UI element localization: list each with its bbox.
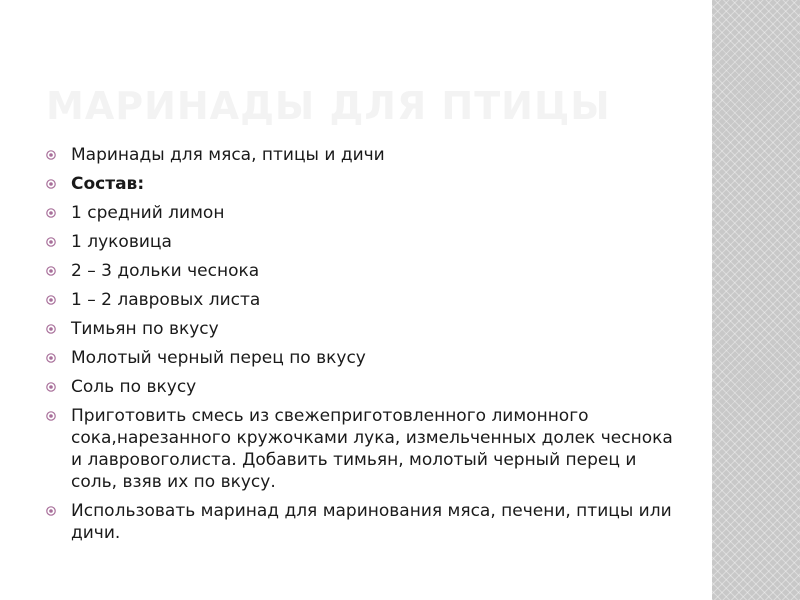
list-item — [46, 500, 686, 544]
list-item-text: Молотый черный перец по вкусу — [71, 348, 366, 368]
list-item-text: 1 луковица — [71, 232, 172, 252]
bullet-icon — [46, 150, 56, 160]
bullet-icon — [46, 411, 56, 421]
list-item-text: Использовать маринад для маринования мяса, печени, птицы или дичи. — [71, 501, 672, 543]
list-item — [46, 144, 686, 166]
bullet-icon — [46, 208, 56, 218]
list-item — [46, 376, 686, 398]
bullet-icon — [46, 179, 56, 189]
list-item — [46, 173, 686, 195]
list-item-text: Приготовить смесь из свежеприготовленного лимонного сока,нарезанного кружочками лука, измельченных долек чеснока и лавровоголиста. Добавить тимьян, молотый черный перец и соль, взяв их по вкусу. — [71, 406, 673, 492]
slide-title: МАРИНАДЫ ДЛЯ ПТИЦЫ — [46, 84, 611, 128]
bullet-icon — [46, 295, 56, 305]
bullet-icon — [46, 324, 56, 334]
list-item — [46, 318, 686, 340]
bullet-icon — [46, 506, 56, 516]
list-item-text: 2 – 3 дольки чеснока — [71, 261, 260, 281]
list-item — [46, 289, 686, 311]
bullet-list — [46, 144, 686, 551]
list-item-text: Состав: — [71, 174, 145, 194]
list-item-text: Соль по вкусу — [71, 377, 197, 397]
decorative-side-panel — [712, 0, 800, 600]
list-item — [46, 260, 686, 282]
list-item — [46, 347, 686, 369]
list-item — [46, 202, 686, 224]
bullet-icon — [46, 382, 56, 392]
list-item-text: 1 – 2 лавровых листа — [71, 290, 261, 310]
bullet-icon — [46, 353, 56, 363]
list-item — [46, 405, 686, 493]
bullet-icon — [46, 237, 56, 247]
list-item — [46, 231, 686, 253]
list-item-text: Тимьян по вкусу — [71, 319, 219, 339]
list-item-text: Маринады для мяса, птицы и дичи — [71, 145, 385, 165]
bullet-icon — [46, 266, 56, 276]
list-item-text: 1 средний лимон — [71, 203, 225, 223]
